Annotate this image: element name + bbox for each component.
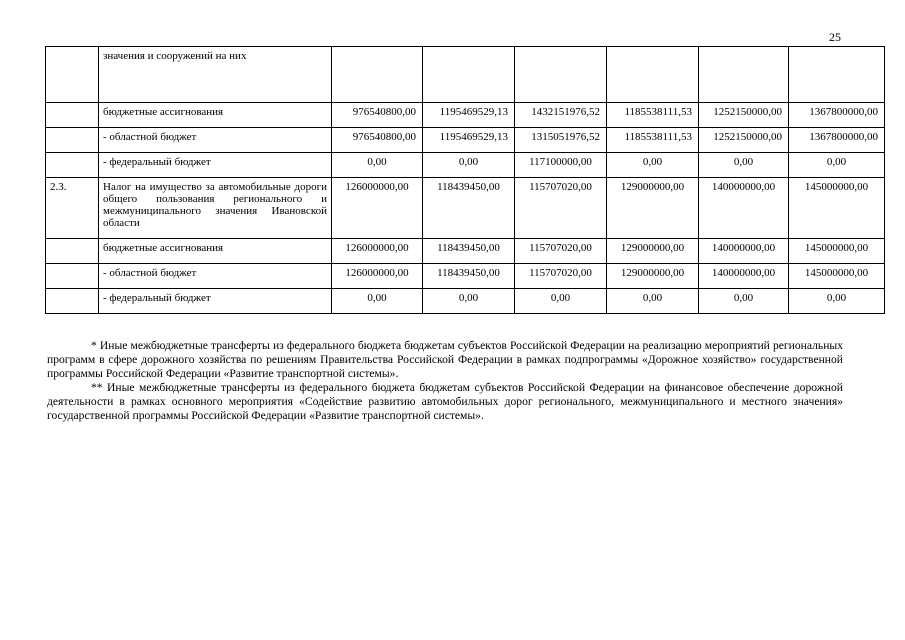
value-cell: 145000000,00: [789, 239, 885, 264]
row-description-cell: бюджетные ассигнования: [99, 103, 332, 128]
value-cell: [699, 47, 789, 103]
row-number-cell: 2.3.: [46, 178, 99, 239]
value-cell: 1252150000,00: [699, 103, 789, 128]
footnote-1: * Иные межбюджетные трансферты из федерального бюджета бюджетам субъектов Российской Федерации на реализацию мероприятий региональных программ в сфере дорожного хозяйства по решениям Правительства Российской Федерации в рамках подпрограммы «Дорожное хозяйство» государственной программы Российской Федерации «Развитие транспортной системы».: [47, 339, 843, 380]
value-cell: 129000000,00: [607, 239, 699, 264]
row-number-cell: [46, 47, 99, 103]
value-cell: 1367800000,00: [789, 128, 885, 153]
value-cell: 117100000,00: [515, 153, 607, 178]
value-cell: 976540800,00: [332, 103, 423, 128]
value-cell: 1432151976,52: [515, 103, 607, 128]
value-cell: 0,00: [423, 153, 515, 178]
table-row: [46, 264, 885, 289]
value-cell: 0,00: [789, 289, 885, 314]
table-row: [46, 178, 885, 239]
row-description-cell: - областной бюджет: [99, 128, 332, 153]
page-number: 25: [829, 30, 841, 44]
value-cell: 1185538111,53: [607, 128, 699, 153]
value-cell: [789, 47, 885, 103]
value-cell: 1195469529,13: [423, 103, 515, 128]
row-description-cell: Налог на имущество за автомобильные дороги общего пользования регионального и межмуниципального значения Ивановской области: [99, 178, 332, 239]
value-cell: [332, 47, 423, 103]
row-description-cell: - областной бюджет: [99, 264, 332, 289]
value-cell: 976540800,00: [332, 128, 423, 153]
value-cell: 1195469529,13: [423, 128, 515, 153]
value-cell: [515, 47, 607, 103]
budget-table: [45, 46, 885, 314]
row-number-cell: [46, 103, 99, 128]
footnotes: [47, 339, 843, 423]
value-cell: 115707020,00: [515, 264, 607, 289]
row-number-cell: [46, 239, 99, 264]
value-cell: 0,00: [332, 289, 423, 314]
row-number-cell: [46, 153, 99, 178]
value-cell: 1315051976,52: [515, 128, 607, 153]
value-cell: 1185538111,53: [607, 103, 699, 128]
value-cell: 0,00: [789, 153, 885, 178]
value-cell: 0,00: [515, 289, 607, 314]
value-cell: 118439450,00: [423, 264, 515, 289]
row-description-cell: - федеральный бюджет: [99, 289, 332, 314]
value-cell: 140000000,00: [699, 264, 789, 289]
value-cell: 115707020,00: [515, 239, 607, 264]
value-cell: 0,00: [607, 153, 699, 178]
value-cell: [607, 47, 699, 103]
value-cell: 145000000,00: [789, 264, 885, 289]
table-row: [46, 239, 885, 264]
value-cell: 0,00: [699, 153, 789, 178]
value-cell: 140000000,00: [699, 178, 789, 239]
value-cell: 126000000,00: [332, 239, 423, 264]
table-row: [46, 289, 885, 314]
value-cell: 129000000,00: [607, 264, 699, 289]
table-row: [46, 128, 885, 153]
row-description-cell: значения и сооружений на них: [99, 47, 332, 103]
value-cell: 0,00: [607, 289, 699, 314]
table-row: [46, 103, 885, 128]
value-cell: 145000000,00: [789, 178, 885, 239]
row-number-cell: [46, 289, 99, 314]
row-number-cell: [46, 264, 99, 289]
value-cell: 126000000,00: [332, 178, 423, 239]
table-row: [46, 47, 885, 103]
value-cell: 0,00: [332, 153, 423, 178]
value-cell: [423, 47, 515, 103]
value-cell: 115707020,00: [515, 178, 607, 239]
row-description-cell: - федеральный бюджет: [99, 153, 332, 178]
value-cell: 0,00: [699, 289, 789, 314]
budget-table-body: [46, 47, 885, 314]
footnote-2: ** Иные межбюджетные трансферты из федерального бюджета бюджетам субъектов Российской Федерации на финансовое обеспечение дорожной деятельности в рамках основного мероприятия «Содействие развитию автомобильных дорог регионального, межмуниципального и местного значения» государственной программы Российской Федерации «Развитие транспортной системы».: [47, 381, 843, 422]
value-cell: 1367800000,00: [789, 103, 885, 128]
row-description-cell: бюджетные ассигнования: [99, 239, 332, 264]
value-cell: 118439450,00: [423, 239, 515, 264]
value-cell: 129000000,00: [607, 178, 699, 239]
table-row: [46, 153, 885, 178]
value-cell: 1252150000,00: [699, 128, 789, 153]
value-cell: 0,00: [423, 289, 515, 314]
value-cell: 126000000,00: [332, 264, 423, 289]
value-cell: 118439450,00: [423, 178, 515, 239]
value-cell: 140000000,00: [699, 239, 789, 264]
row-number-cell: [46, 128, 99, 153]
